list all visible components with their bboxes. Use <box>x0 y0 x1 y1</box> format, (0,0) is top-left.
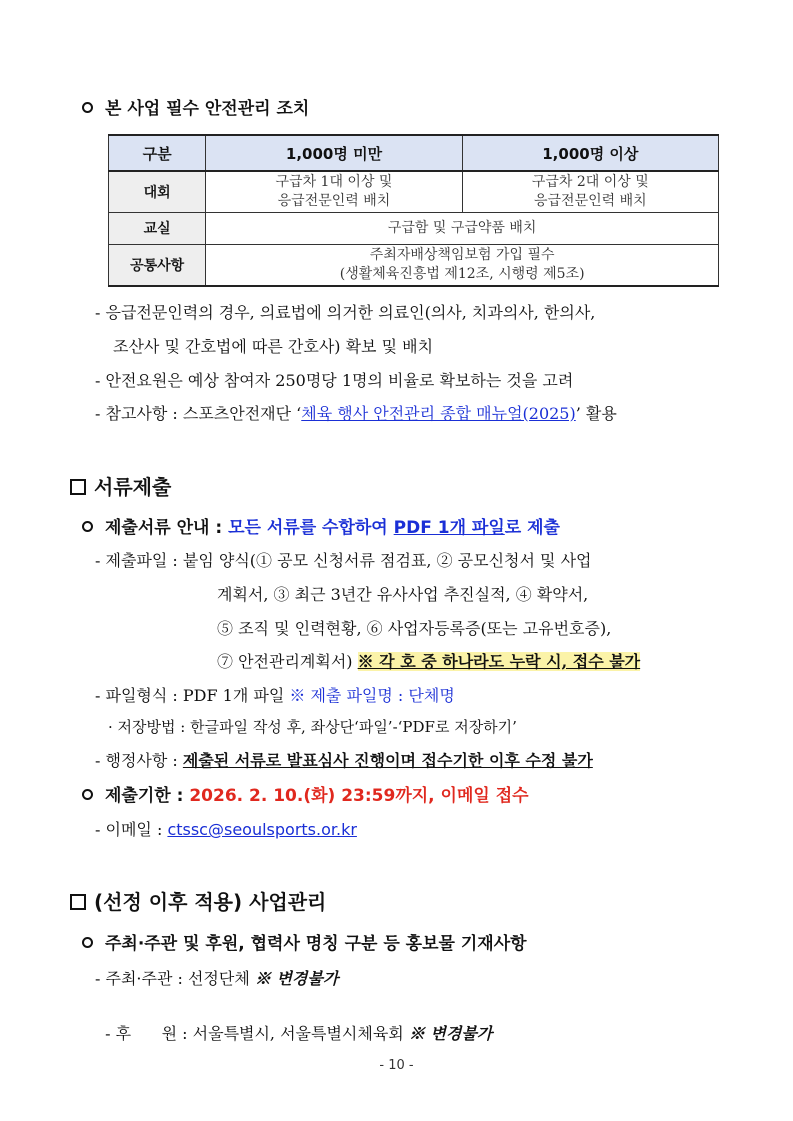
safety-table <box>108 134 719 287</box>
docs-files-line2: 계획서, ③ 최근 3년간 유사사업 추진실적, ④ 확약서, <box>217 585 589 604</box>
manual-link[interactable]: 체육 행사 안전관리 종합 매뉴얼(2025) <box>301 404 576 423</box>
square-bullet-icon <box>70 894 86 910</box>
table-header-category: 구분 <box>109 135 206 171</box>
missing-docs-warning: ※ 각 호 중 하나라도 누락 시, 접수 불가 <box>357 652 641 671</box>
row-label-competition: 대회 <box>109 171 206 212</box>
cell-under-1000: 구급차 1대 이상 및 응급전문인력 배치 <box>206 171 462 212</box>
table-header-over-1000: 1,000명 이상 <box>462 135 718 171</box>
circle-bullet-icon <box>82 102 93 113</box>
docs-deadline: 제출기한 : 2026. 2. 10.(화) 23:59까지, 이메일 접수 <box>82 781 529 806</box>
table-header-under-1000: 1,000명 미만 <box>206 135 462 171</box>
docs-section-title: 서류제출 <box>70 471 171 500</box>
row-label-common: 공통사항 <box>109 244 206 286</box>
table-header-row <box>109 135 719 171</box>
cell-over-1000: 구급차 2대 이상 및 응급전문인력 배치 <box>462 171 718 212</box>
row-label-class: 교실 <box>109 212 206 244</box>
mgmt-sponsor: - 후 원 : 서울특별시, 서울특별시체육회 ※ 변경불가 <box>105 1024 493 1043</box>
note-medical-staff-cont: 조산사 및 간호법에 따른 간호사) 확보 및 배치 <box>113 337 434 356</box>
note-reference: - 참고사항 : 스포츠안전재단 ‘체육 행사 안전관리 종합 매뉴얼(2025)’ 활용 <box>95 404 617 423</box>
email-link[interactable]: ctssc@seoulsports.or.kr <box>167 820 357 839</box>
cell-class-merged: 구급함 및 구급약품 배치 <box>206 212 719 244</box>
docs-file-format: - 파일형식 : PDF 1개 파일 ※ 제출 파일명 : 단체명 <box>95 686 455 705</box>
mgmt-host: - 주최·주관 : 선정단체 ※ 변경불가 <box>95 969 339 988</box>
circle-bullet-icon <box>82 789 93 800</box>
note-medical-staff: - 응급전문인력의 경우, 의료법에 의거한 의료인(의사, 치과의사, 한의사, <box>95 303 596 322</box>
docs-files-line4: ⑦ 안전관리계획서) ※ 각 호 중 하나라도 누락 시, 접수 불가 <box>217 652 641 671</box>
docs-files-line1: - 제출파일 : 붙임 양식(① 공모 신청서류 점검표, ② 공모신청서 및 사업 <box>95 551 592 570</box>
docs-save-method: · 저장방법 : 한글파일 작성 후, 좌상단‘파일’-‘PDF로 저장하기’ <box>108 718 517 736</box>
docs-files-line3: ⑤ 조직 및 인력현황, ⑥ 사업자등록증(또는 고유번호증), <box>217 619 612 638</box>
page-number: - 10 - <box>379 1058 414 1073</box>
safety-heading: 본 사업 필수 안전관리 조치 <box>82 94 309 119</box>
table-row <box>109 171 719 212</box>
note-safety-personnel: - 안전요원은 예상 참여자 250명당 1명의 비율로 확보하는 것을 고려 <box>95 371 574 390</box>
table-row <box>109 212 719 244</box>
mgmt-subheading: 주최·주관 및 후원, 협력사 명칭 구분 등 홍보물 기재사항 <box>82 929 527 954</box>
docs-admin-note: - 행정사항 : 제출된 서류로 발표심사 진행이며 접수기한 이후 수정 불가 <box>95 751 593 770</box>
mgmt-section-title: (선정 이후 적용) 사업관리 <box>70 886 326 915</box>
table-row <box>109 244 719 286</box>
circle-bullet-icon <box>82 937 93 948</box>
square-bullet-icon <box>70 479 86 495</box>
docs-subheading: 제출서류 안내 : 모든 서류를 수합하여 PDF 1개 파일로 제출 <box>82 513 560 538</box>
circle-bullet-icon <box>82 521 93 532</box>
docs-email-line: - 이메일 : ctssc@seoulsports.or.kr <box>95 820 357 839</box>
cell-common-merged: 주최자배상책임보험 가입 필수 (생활체육진흥법 제12조, 시행령 제5조) <box>206 244 719 286</box>
